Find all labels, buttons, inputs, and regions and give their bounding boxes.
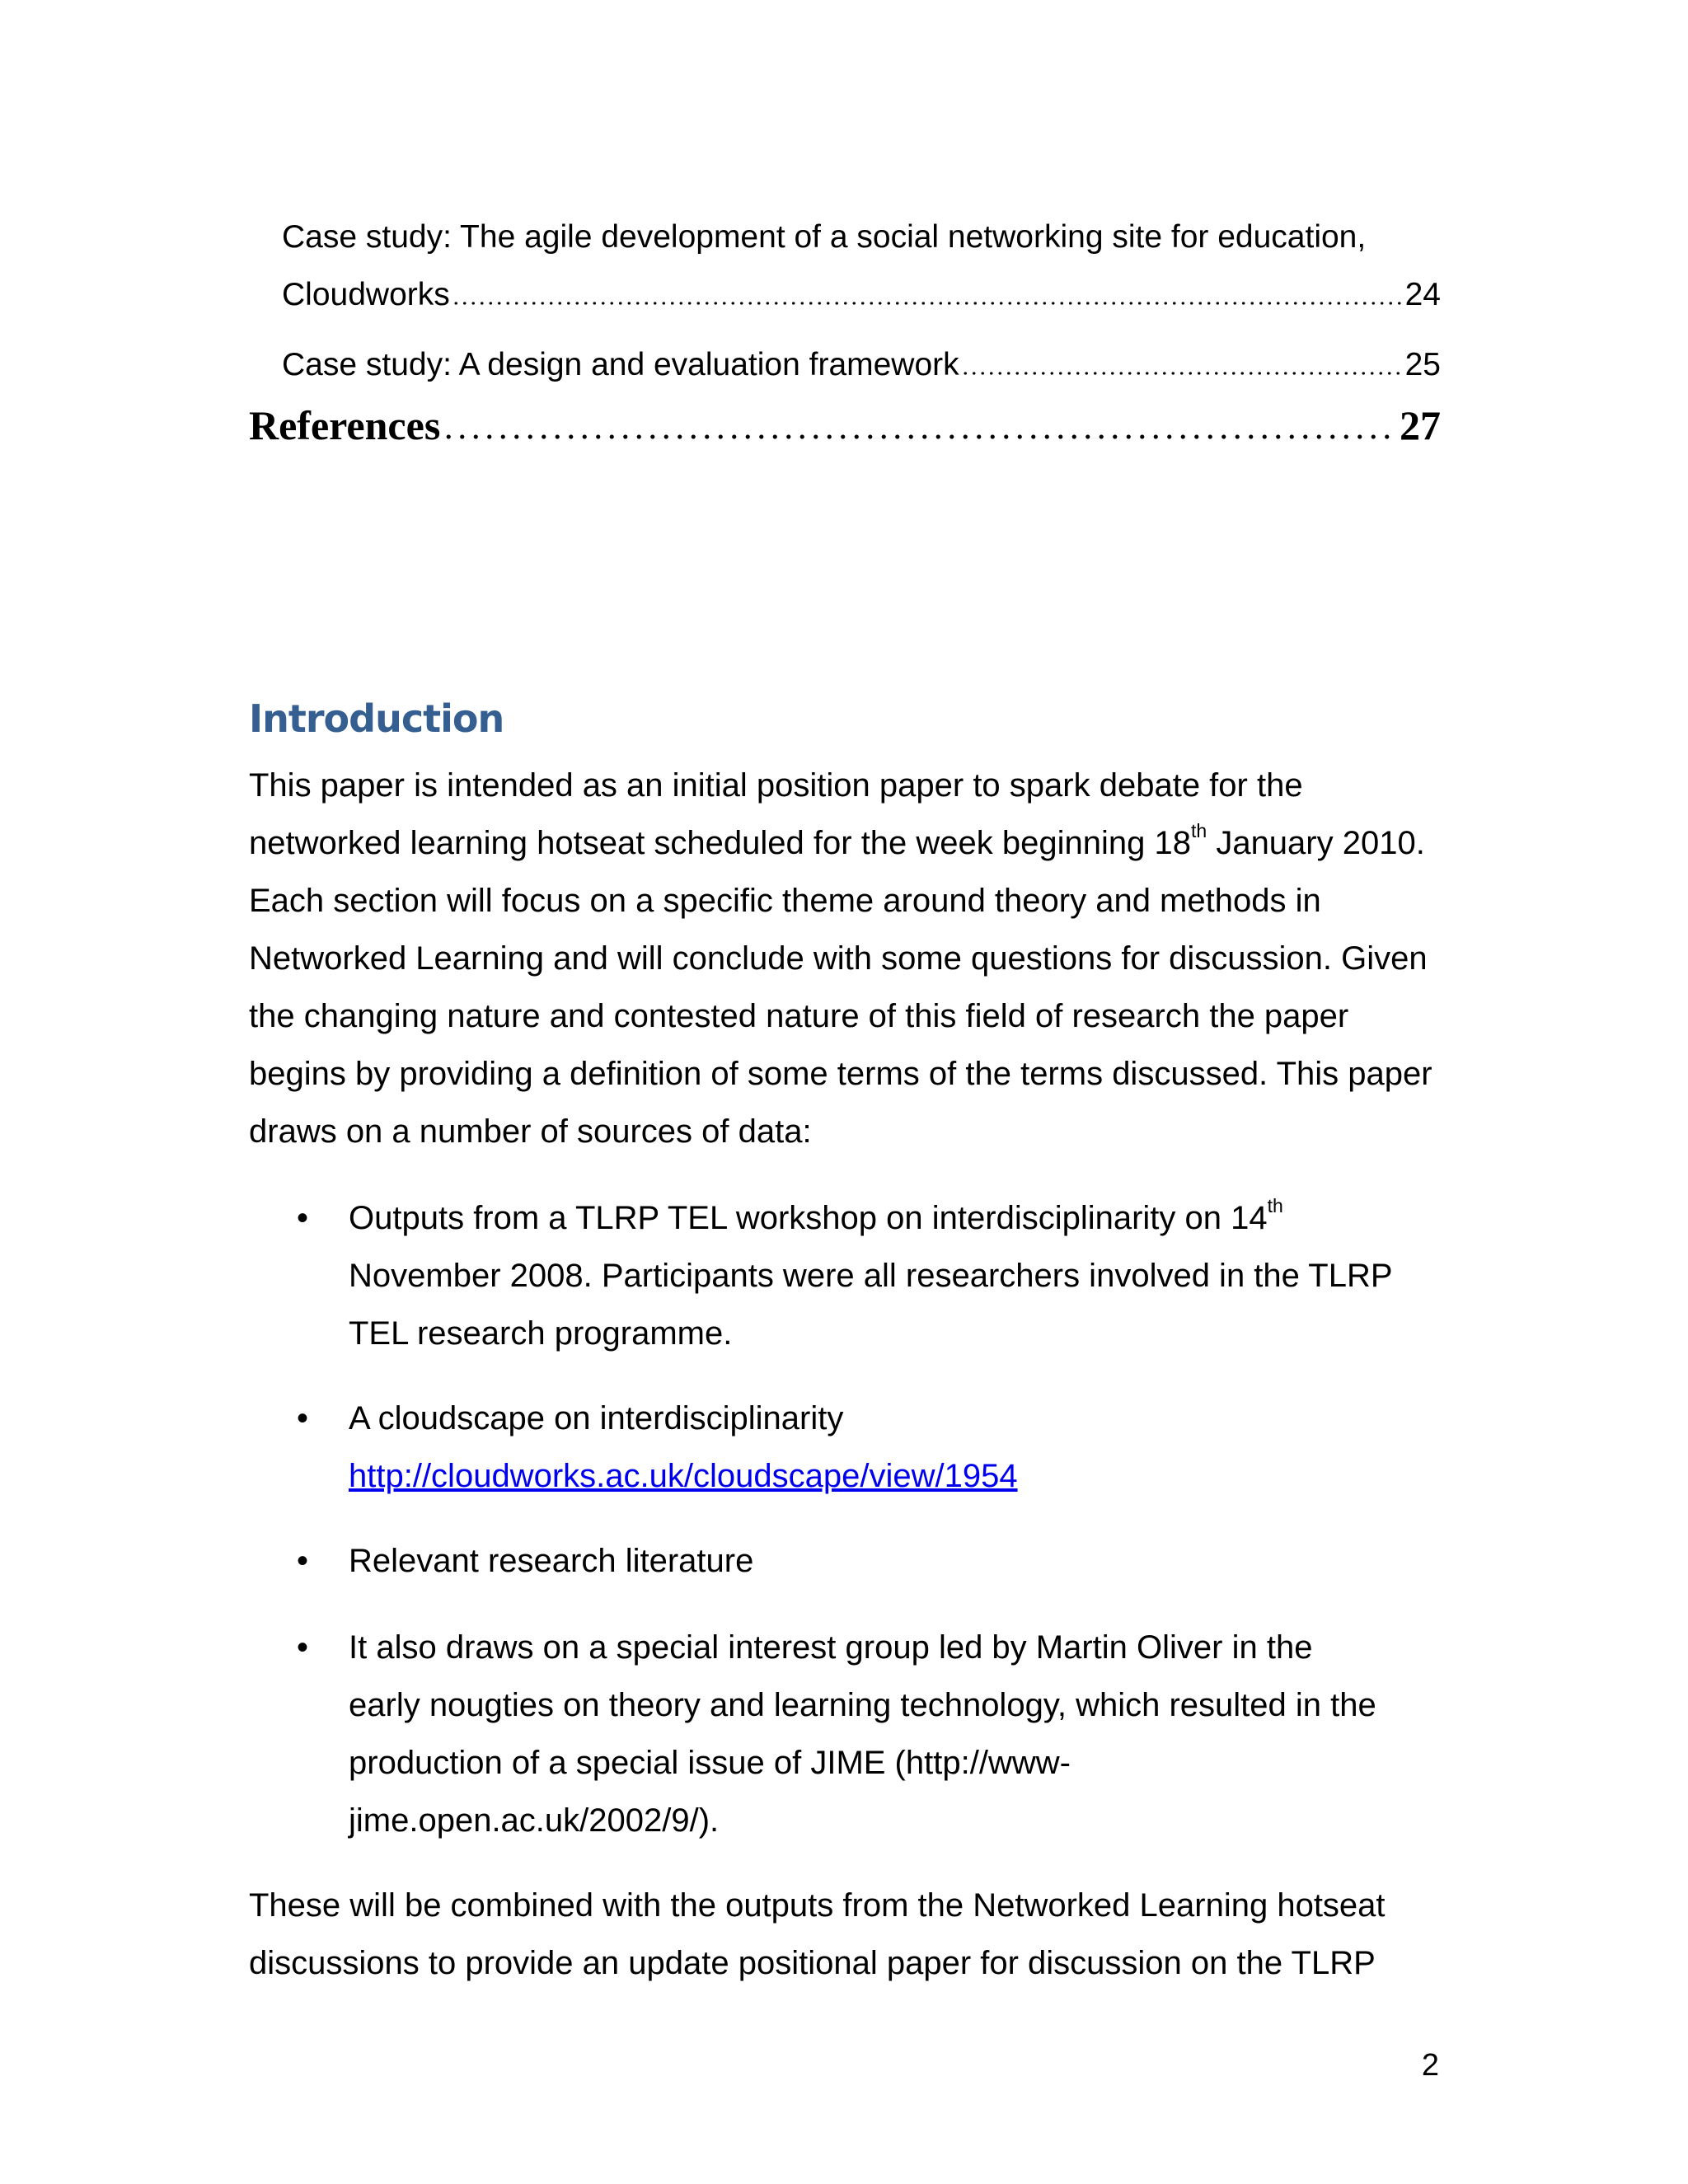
list-item-text: Relevant research literature <box>349 1543 754 1579</box>
para-text: This paper is intended as an initial position paper to spark debate for the networked learning hotseat scheduled for the week beginning 18 <box>249 767 1303 861</box>
toc-entry-cloudworks[interactable] <box>282 209 1441 324</box>
page-number: 2 <box>1421 2048 1439 2083</box>
toc-entry-title-line2: Cloudworks <box>282 277 450 312</box>
bullet-icon: • <box>297 1629 309 1666</box>
toc-entry-title: References <box>249 402 441 448</box>
para-text: January 2010. Each section will focus on a specific theme around theory and methods in Networked Learning and will conclude with some questions for discussion. Given the changing nature and contested nature of this field of research the paper begins by providing a definition of some terms of the terms discussed. This paper draws on a number of sources of data: <box>249 825 1432 1150</box>
bullet-icon: • <box>297 1200 309 1236</box>
toc-leader-dots <box>961 372 1404 375</box>
toc-leader-dots <box>452 302 1404 305</box>
superscript: th <box>1191 819 1207 841</box>
toc-entry-title: Case study: A design and evaluation framework <box>282 347 959 382</box>
toc-leader-dots <box>442 434 1398 439</box>
bullet-icon: • <box>297 1543 309 1579</box>
toc-page-number: 24 <box>1404 277 1441 312</box>
list-item-text: November 2008. Participants were all researchers involved in the TLRP TEL research programme. <box>349 1258 1392 1352</box>
section-heading-introduction: Introduction <box>249 696 504 741</box>
bullet-icon: • <box>297 1400 309 1436</box>
toc-entry-title-line1: Case study: The agile development of a social networking site for education, <box>282 219 1367 255</box>
list-item-text: A cloudscape on interdisciplinarity <box>349 1400 844 1436</box>
cloudscape-link[interactable]: http://cloudworks.ac.uk/cloudscape/view/1954 <box>349 1458 1018 1494</box>
closing-paragraph: These will be combined with the outputs from the Networked Learning hotseat discussions to provide an update positional paper for discussion on the TLRP <box>249 1887 1386 1981</box>
superscript: th <box>1267 1194 1283 1216</box>
list-item-text: Outputs from a TLRP TEL workshop on interdisciplinarity on 14 <box>349 1200 1268 1236</box>
intro-paragraph <box>249 757 1444 1160</box>
toc-page-number: 25 <box>1404 347 1441 382</box>
toc-entry-framework[interactable] <box>282 336 1441 394</box>
toc-page-number: 27 <box>1400 402 1441 448</box>
toc-entry-references[interactable] <box>249 396 1441 454</box>
list-item-text: It also draws on a special interest group led by Martin Oliver in the early nougties on theory and learning technology, which resulted in the production of a special issue of JIME (http://www-jime.open.ac.uk/2002/9/). <box>349 1629 1376 1839</box>
